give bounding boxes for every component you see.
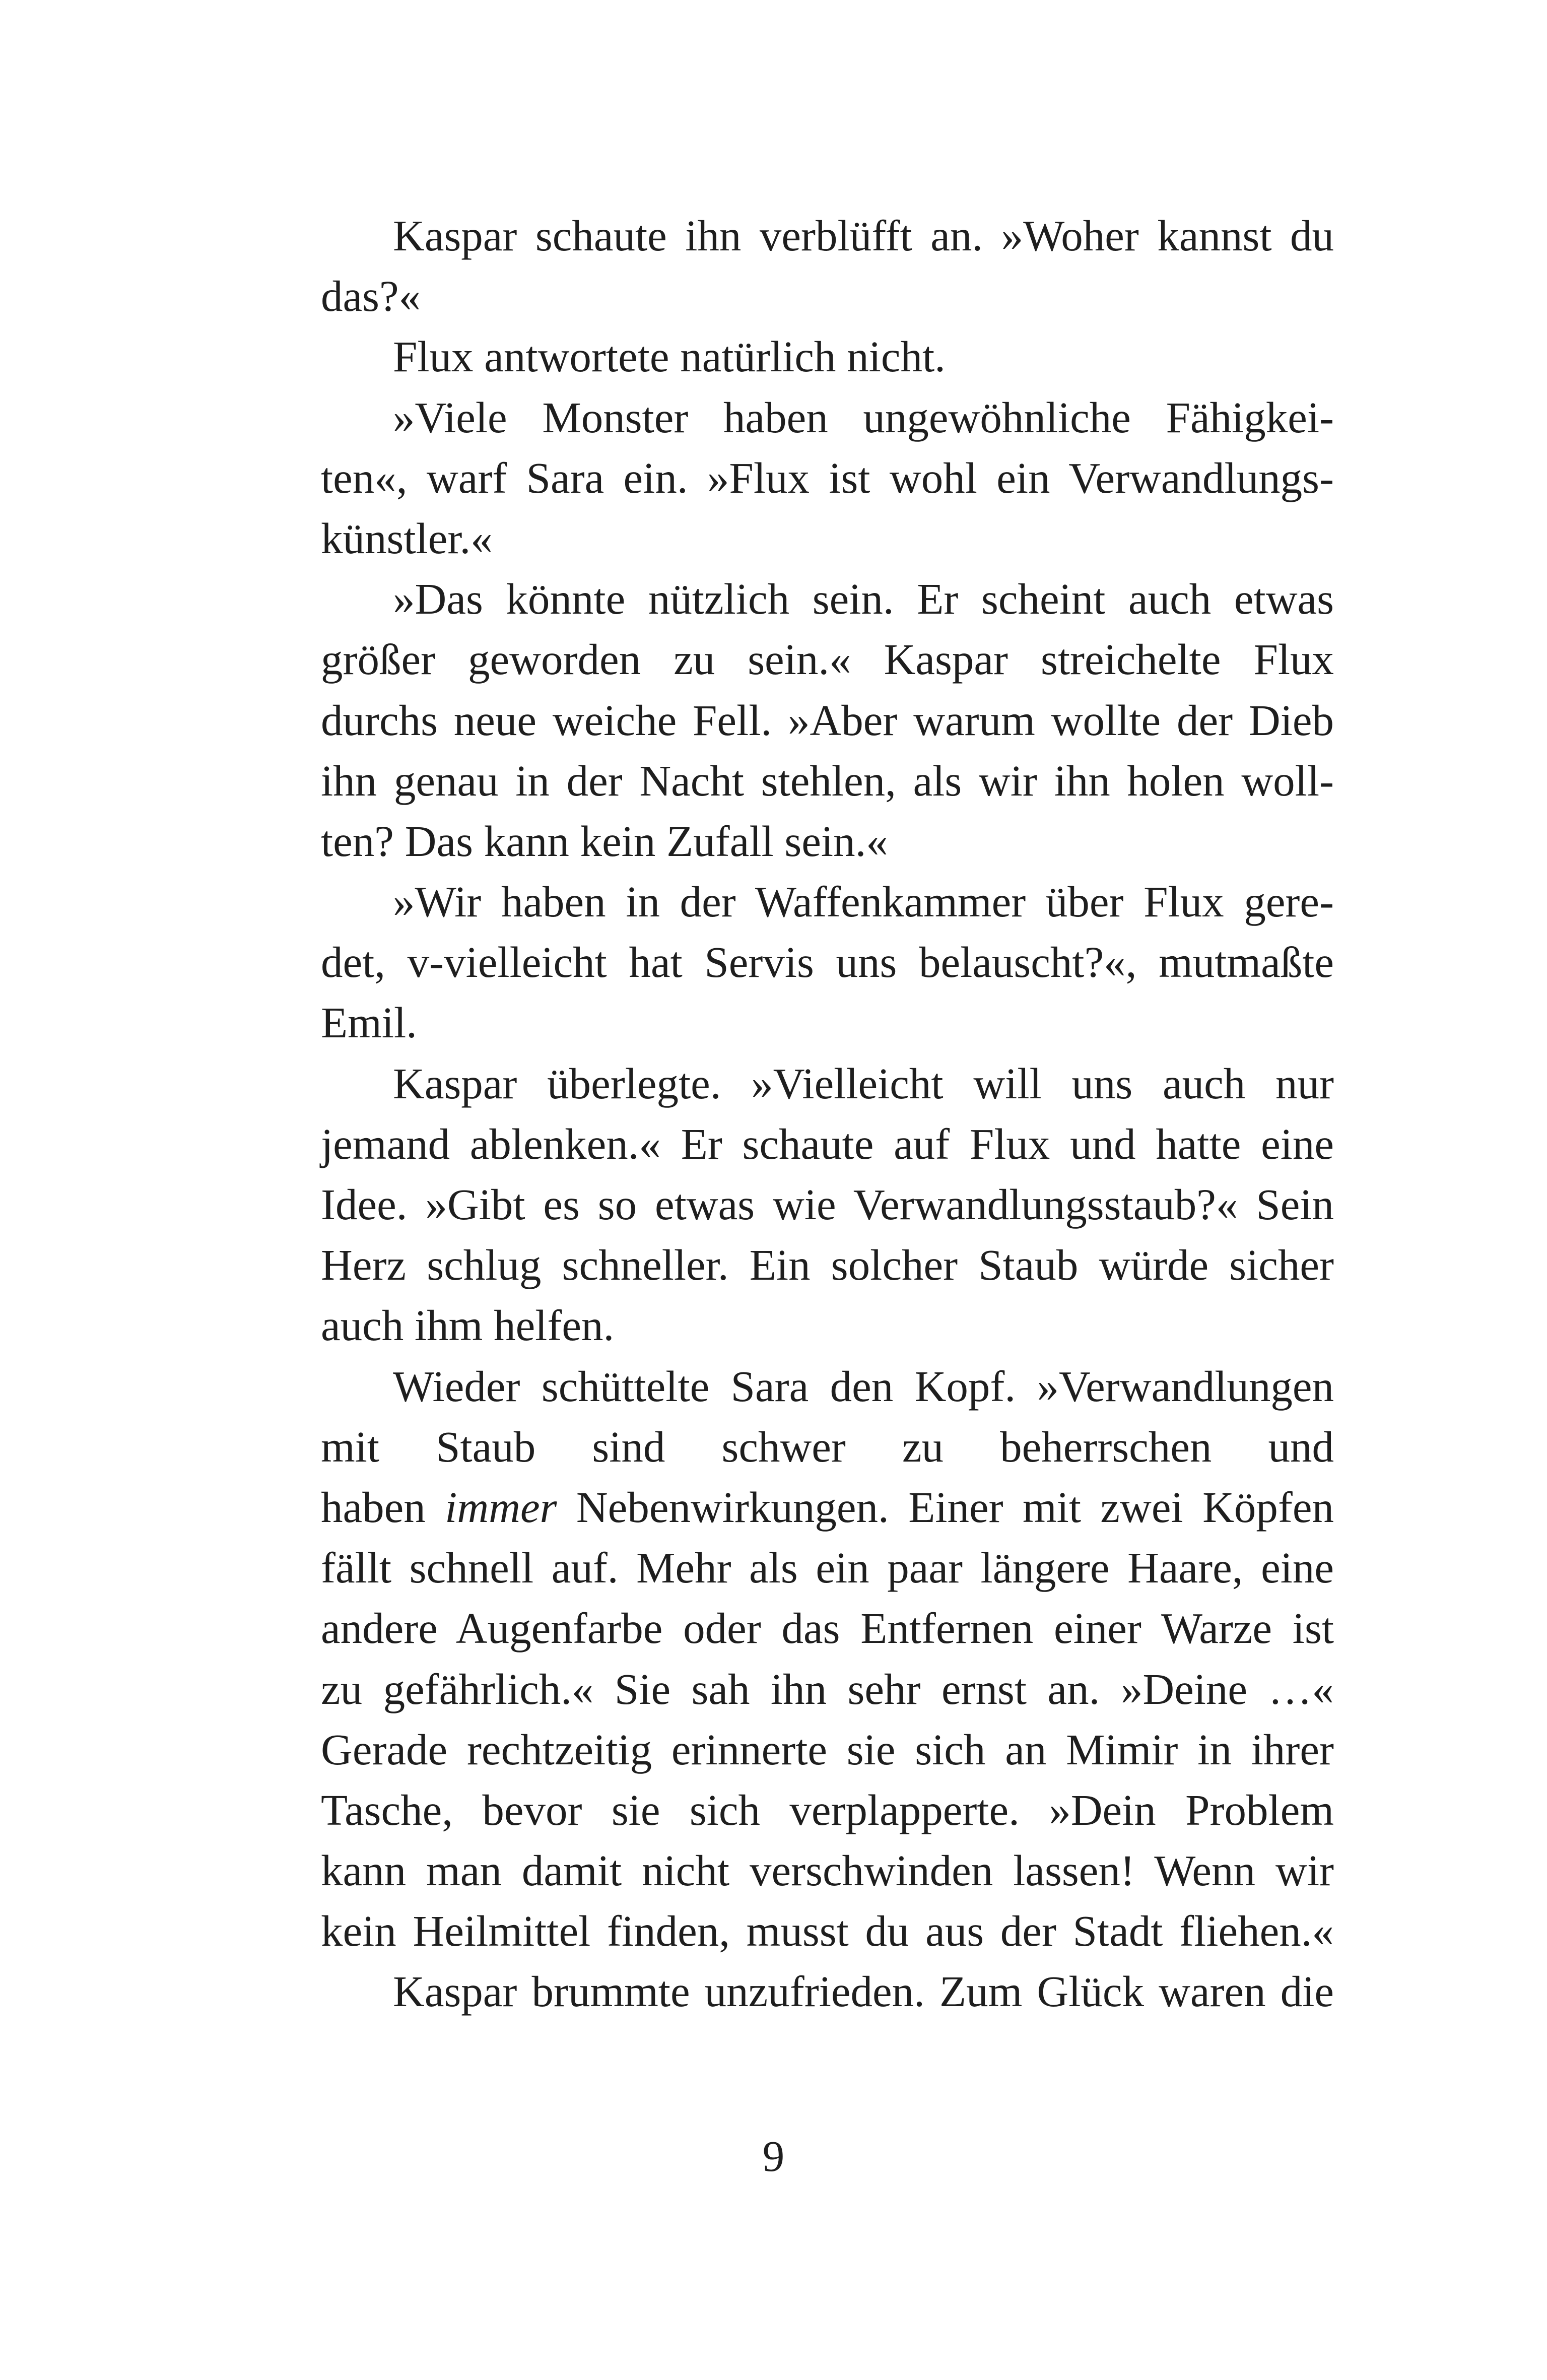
text-line: künstler.« — [321, 513, 493, 563]
text-line: Gerade rechtzeitig erinnerte sie sich an Mimir in ihrer — [321, 1725, 1334, 1774]
text-line: das?« — [321, 272, 421, 321]
text-line: »Viele Monster haben ungewöhnliche Fähigkei- — [393, 392, 1334, 442]
text-line: kann man damit nicht verschwinden lassen! Wenn wir — [321, 1846, 1334, 1895]
emphasis-word: immer — [445, 1482, 557, 1532]
text-line: kein Heilmittel finden, musst du aus der Stadt fliehen.« — [321, 1906, 1334, 1956]
text-segment: Nebenwirkungen. Einer mit zwei Köpfen — [557, 1482, 1334, 1532]
text-line: Tasche, bevor sie sich verplapperte. »Dein Problem — [321, 1785, 1334, 1834]
text-line: auch ihm helfen. — [321, 1301, 615, 1350]
text-line: Kaspar brummte unzufrieden. Zum Glück waren die — [393, 1967, 1334, 2016]
text-line: mit Staub sind schwer zu beherrschen und — [321, 1422, 1334, 1471]
text-line: zu gefährlich.« Sie sah ihn sehr ernst an. »Deine …« — [321, 1664, 1334, 1713]
text-line: größer geworden zu sein.« Kaspar streichelte Flux — [321, 635, 1334, 684]
text-line: »Wir haben in der Waffenkammer über Flux gere- — [393, 877, 1334, 927]
text-line: fällt schnell auf. Mehr als ein paar längere Haare, eine — [321, 1543, 1334, 1593]
page-number: 9 — [762, 2132, 785, 2180]
text-line: andere Augenfarbe oder das Entfernen einer Warze ist — [321, 1604, 1334, 1653]
text-line: »Das könnte nützlich sein. Er scheint auch etwas — [393, 574, 1334, 624]
text-line: ihn genau in der Nacht stehlen, als wir ihn holen woll- — [321, 756, 1334, 805]
text-line — [321, 1477, 1334, 1538]
text-line: Herz schlug schneller. Ein solcher Staub würde sicher — [321, 1240, 1334, 1290]
text-segment: haben — [321, 1482, 445, 1532]
text-line: Kaspar schaute ihn verblüfft an. »Woher kannst du — [393, 211, 1334, 260]
text-line: Wieder schüttelte Sara den Kopf. »Verwandlungen — [393, 1361, 1334, 1411]
text-line: durchs neue weiche Fell. »Aber warum wollte der Dieb — [321, 695, 1334, 745]
text-line: Kaspar überlegte. »Vielleicht will uns auch nur — [393, 1059, 1334, 1108]
text-line: ten«, warf Sara ein. »Flux ist wohl ein Verwandlungs- — [321, 453, 1334, 502]
text-line: Emil. — [321, 998, 417, 1047]
text-line: det, v-vielleicht hat Servis uns belauscht?«, mutmaßte — [321, 938, 1334, 987]
text-line: Idee. »Gibt es so etwas wie Verwandlungsstaub?« Sein — [321, 1180, 1334, 1229]
body-text — [321, 206, 1334, 2022]
text-line: jemand ablenken.« Er schaute auf Flux und hatte eine — [321, 1119, 1334, 1168]
text-line: Flux antwortete natürlich nicht. — [393, 332, 946, 381]
text-line: ten? Das kann kein Zufall sein.« — [321, 816, 888, 866]
